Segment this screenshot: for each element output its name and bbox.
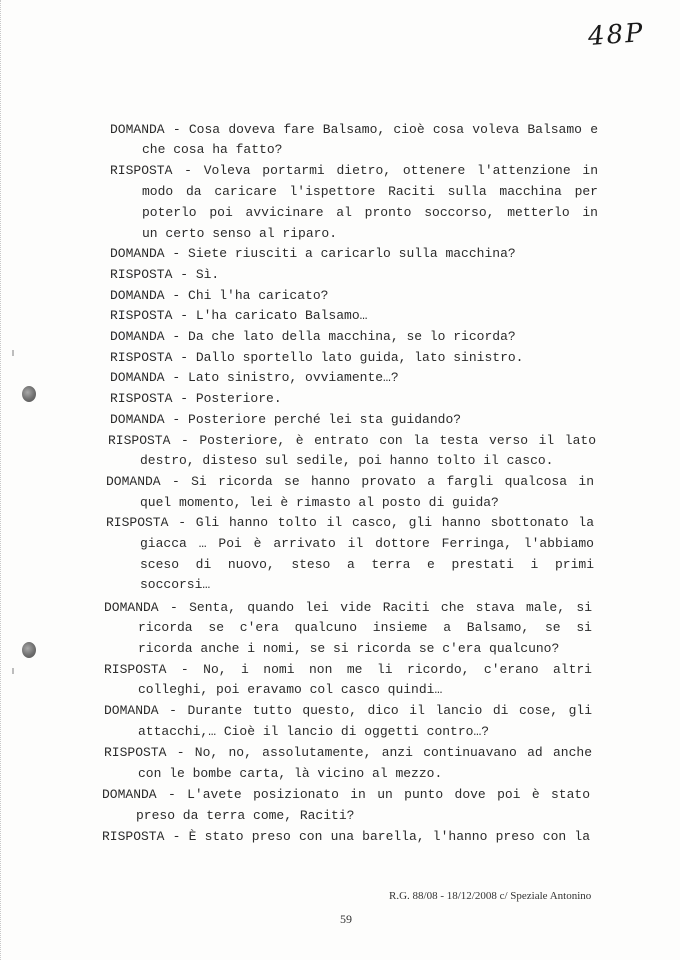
transcript-line: sceso di nuovo, steso a terra e prestati i primi: [140, 557, 594, 572]
transcript-line: RISPOSTA - No, i nomi non me li ricordo, c'erano altri: [104, 662, 592, 677]
transcript-line: RISPOSTA - Voleva portarmi dietro, ottenere l'attenzione in: [110, 163, 598, 178]
scan-left-edge: [0, 0, 4, 960]
transcript-line: DOMANDA - Posteriore perché lei sta guidando?: [110, 412, 462, 427]
transcript-line: che cosa ha fatto?: [142, 142, 283, 157]
transcript-line: RISPOSTA - L'ha caricato Balsamo…: [110, 308, 368, 323]
transcript-line: modo da caricare l'ispettore Raciti sulla macchina per: [142, 184, 598, 199]
transcript-line: DOMANDA - L'avete posizionato in un punto dove poi è stato: [102, 787, 590, 802]
handwritten-page-number: 48P: [587, 18, 646, 52]
transcript-line: ricorda se c'era qualcuno insieme a Balsamo, se si: [138, 620, 592, 635]
scan-mark: [12, 350, 14, 356]
transcript-line: DOMANDA - Chi l'ha caricato?: [110, 288, 329, 303]
transcript-line: RISPOSTA - È stato preso con una barella, l'hanno preso con la: [102, 829, 590, 844]
transcript-line: soccorsi…: [140, 577, 211, 592]
transcript-line: DOMANDA - Durante tutto questo, dico il lancio di cose, gli: [104, 703, 592, 718]
transcript-line: DOMANDA - Senta, quando lei vide Raciti che stava male, si: [104, 600, 592, 615]
transcript-line: ricorda anche i nomi, se si ricorda se c'era qualcuno?: [138, 641, 560, 656]
transcript-line: un certo senso al riparo.: [142, 226, 338, 241]
transcript-line: DOMANDA - Cosa doveva fare Balsamo, cioè cosa voleva Balsamo e: [110, 122, 598, 137]
transcript-line: RISPOSTA - Posteriore, è entrato con la testa verso il lato: [108, 433, 596, 448]
transcript-line: RISPOSTA - Sì.: [110, 267, 220, 282]
transcript-line: giacca … Poi è arrivato il dottore Ferringa, l'abbiamo: [140, 536, 594, 551]
transcript-line: colleghi, poi eravamo col casco quindi…: [138, 682, 443, 697]
transcript-line: RISPOSTA - Posteriore.: [110, 391, 282, 406]
punch-hole: [22, 386, 36, 402]
transcript-line: DOMANDA - Si ricorda se hanno provato a fargli qualcosa in: [106, 474, 594, 489]
transcript-line: con le bombe carta, là vicino al mezzo.: [138, 766, 443, 781]
transcript-line: RISPOSTA - No, no, assolutamente, anzi continuavano ad anche: [104, 745, 592, 760]
footer-case-reference: R.G. 88/08 - 18/12/2008 c/ Speziale Antonino: [389, 890, 592, 902]
transcript-line: RISPOSTA - Dallo sportello lato guida, lato sinistro.: [110, 350, 524, 365]
transcript-line: DOMANDA - Lato sinistro, ovviamente…?: [110, 370, 399, 385]
footer-page-number: 59: [340, 912, 352, 926]
transcript-line: poterlo poi avvicinare al pronto soccorso, metterlo in: [142, 205, 598, 220]
transcript-line: destro, disteso sul sedile, poi hanno tolto il casco.: [140, 453, 554, 468]
transcript-line: DOMANDA - Da che lato della macchina, se lo ricorda?: [110, 329, 516, 344]
punch-hole: [22, 642, 36, 658]
transcript-line: RISPOSTA - Gli hanno tolto il casco, gli hanno sbottonato la: [106, 515, 594, 530]
transcript-line: DOMANDA - Siete riusciti a caricarlo sulla macchina?: [110, 246, 516, 261]
transcript-line: quel momento, lei è rimasto al posto di guida?: [140, 495, 499, 510]
transcript-line: preso da terra come, Raciti?: [136, 808, 355, 823]
scan-mark: [12, 668, 14, 674]
transcript-line: attacchi,… Cioè il lancio di oggetti contro…?: [138, 724, 490, 739]
